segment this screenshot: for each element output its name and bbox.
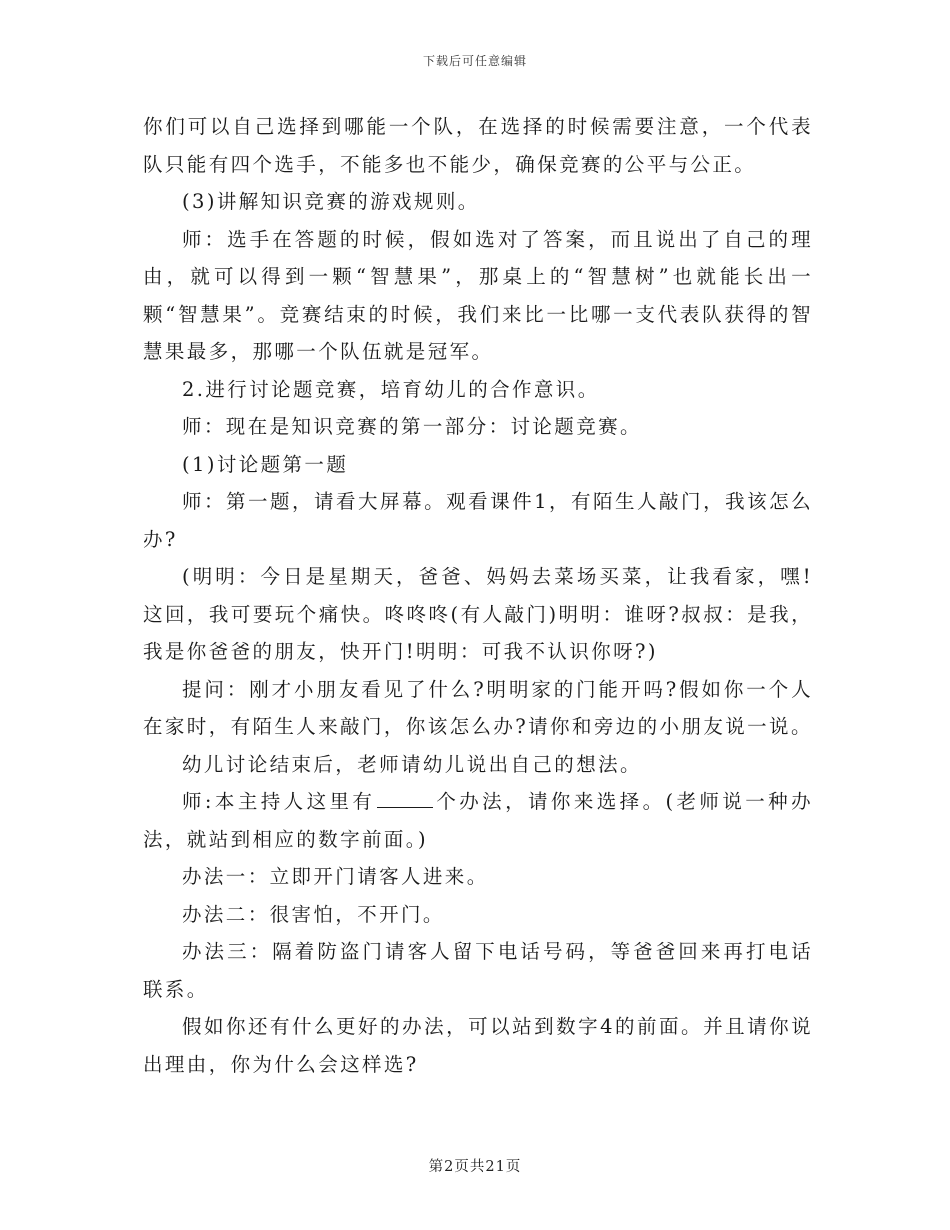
paragraph-9: 提问：刚才小朋友看见了什么?明明家的门能开吗?假如你一个人在家时，有陌生人来敲门，你该怎么办?请你和旁边的小朋友说一说。	[143, 677, 813, 738]
paragraph-6: (1)讨论题第一题	[182, 452, 349, 476]
paragraph-13: 办法二：很害怕，不开门。	[182, 902, 445, 926]
paragraph-12: 办法一：立即开门请客人进来。	[182, 865, 489, 888]
paragraph-5: 师：现在是知识竞赛的第一部分：讨论题竞赛。	[182, 415, 642, 438]
paragraph-3: 师：选手在答题的时候，假如选对了答案，而且说出了自己的理由，就可以得到一颗“智慧果”，那桌上的“智慧树”也就能长出一颗“智慧果”。竞赛结束的时候，我们来比一比哪一支代表队获得的智慧果最多，那哪一个队伍就是冠军。	[143, 227, 813, 363]
paragraph-8: (明明：今日是星期天，爸爸、妈妈去菜场买菜，让我看家，嘿!这回，我可要玩个痛快。咚咚咚(有人敲门)明明：谁呀?叔叔：是我，我是你爸爸的朋友，快开门!明明：可我不认识你呀?)	[143, 565, 813, 663]
page-header: 下载后可任意编辑	[422, 54, 527, 68]
paragraph-4: 2.进行讨论题竞赛，培育幼儿的合作意识。	[182, 377, 600, 401]
page-footer: 第2页共21页	[428, 1159, 522, 1175]
paragraph-1: 你们可以自己选择到哪能一个队，在选择的时候需要注意，一个代表队只能有四个选手，不能多也不能少，确保竞赛的公平与公正。	[143, 115, 813, 176]
paragraph-7: 师：第一题，请看大屏幕。观看课件1，有陌生人敲门，我该怎么办?	[143, 490, 813, 551]
paragraph-10: 幼儿讨论结束后，老师请幼儿说出自己的想法。	[182, 752, 642, 776]
blank-before-text: 师:本主持人这里有	[182, 790, 376, 813]
fill-in-blank	[377, 789, 433, 808]
paragraph-2: (3)讲解知识竞赛的游戏规则。	[182, 190, 480, 213]
paragraph-14: 办法三：隔着防盗门请客人留下电话号码，等爸爸回来再打电话联系。	[143, 940, 813, 1001]
paragraph-15: 假如你还有什么更好的办法，可以站到数字4的前面。并且请你说出理由，你为什么会这样选?	[143, 1015, 813, 1076]
paragraph-11	[143, 783, 813, 858]
document-body	[143, 108, 813, 1083]
blank-after-text: 个办法，请你来选择。(老师说一种办法，就站到相应的数字前面。)	[143, 790, 813, 851]
